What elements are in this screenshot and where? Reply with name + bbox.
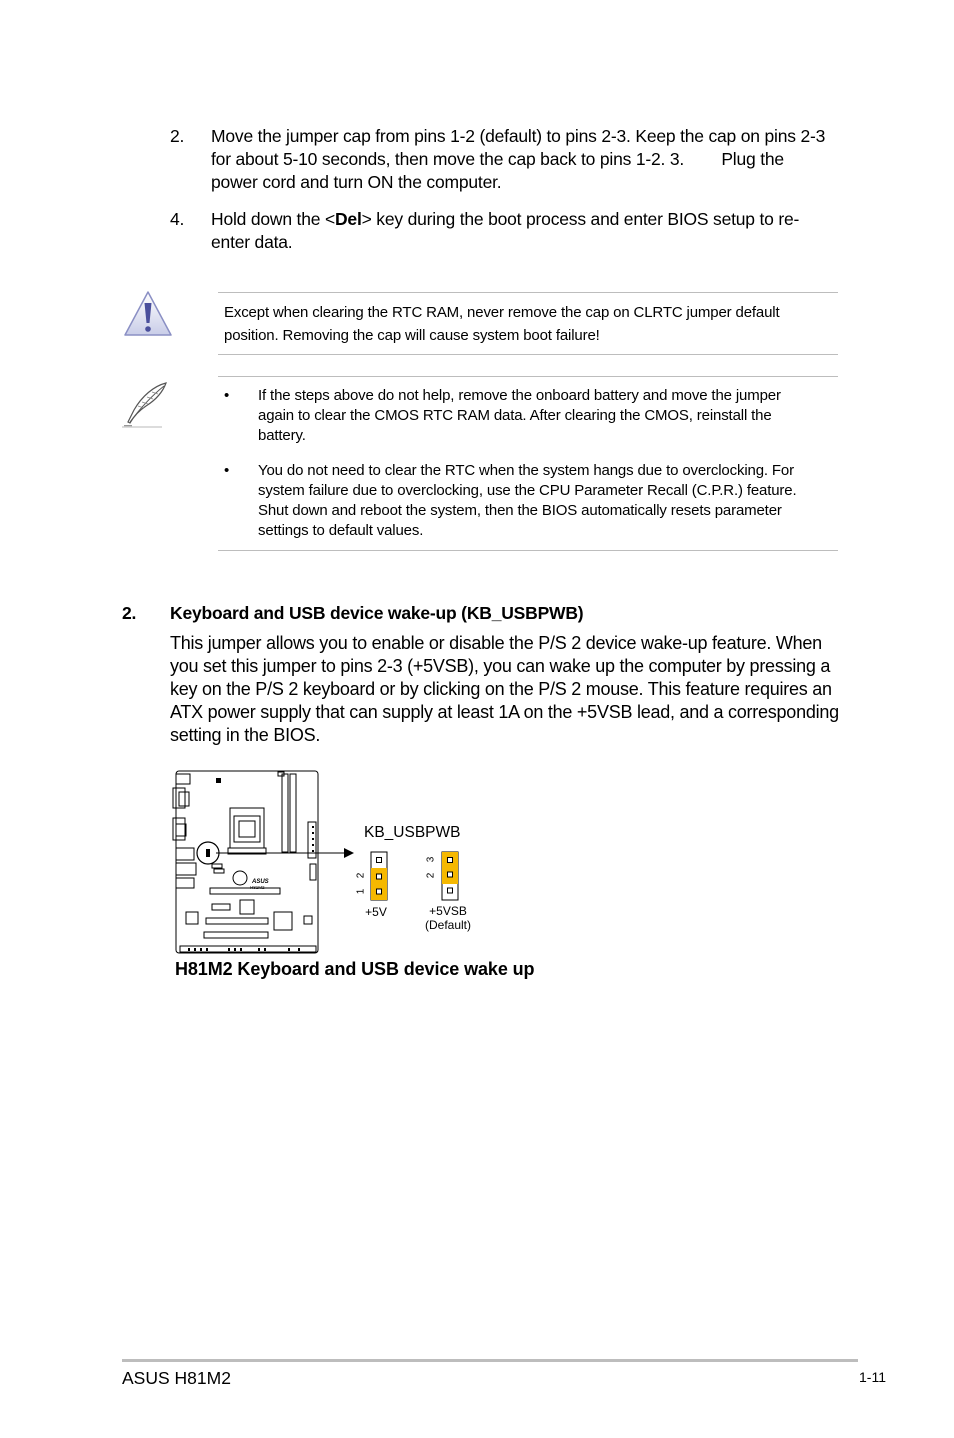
pin-label: 2 [355,872,367,879]
jumper-cap [442,852,458,884]
pin-label: 3 [425,856,437,863]
step-number: 4. [170,209,185,229]
note-bullet-1 [224,386,834,446]
right-jumper-voltage: +5VSB [429,904,467,918]
caution-bottom-rule [218,354,838,355]
bullet-line: settings to default values. [258,522,424,539]
bullet-line: battery. [258,427,306,444]
page-number: 1-11 [859,1369,886,1385]
caution-line: Except when clearing the RTC RAM, never remove the cap on CLRTC jumper default [224,304,780,321]
jumper-name-label: KB_USBPWB [364,824,461,841]
motherboard-layout-diagram [168,766,358,958]
step-text-segment: Hold down the < [211,209,335,229]
step-text-line: Move the jumper cap from pins 1-2 (default) to pins 2-3. Keep the cap on pins 2-3 [211,126,826,146]
step-4 [170,208,850,256]
note-top-rule [218,376,838,377]
bullet-marker: • [224,387,230,404]
pin-label: 1 [355,888,367,895]
jumper-cap [371,868,387,900]
body-line: you set this jumper to pins 2-3 (+5VSB), you can wake up the computer by pressing a [170,656,831,676]
step-text-line: enter data. [211,232,293,252]
body-line: This jumper allows you to enable or disable the P/S 2 device wake-up feature. When [170,633,822,653]
right-jumper-label [418,904,478,932]
section-number: 2. [122,603,137,623]
note-bottom-rule [218,550,838,551]
warning-triangle-icon [122,289,174,339]
step-text-line: for about 5-10 seconds, then move the cap back to pins 1-2. 3. Plug the [211,149,784,169]
jumper-pins-1-2 [366,850,390,902]
pin-label: 2 [425,872,437,879]
body-line: setting in the BIOS. [170,725,321,745]
footer-rule [122,1359,858,1362]
bullet-line: If the steps above do not help, remove the onboard battery and move the jumper [258,387,781,404]
section-title: Keyboard and USB device wake-up (KB_USBPWB) [170,603,584,623]
caution-line: position. Removing the cap will cause system boot failure! [224,327,600,344]
del-key-label: Del [334,209,362,229]
section-body [170,632,850,747]
caution-top-rule [218,292,838,293]
right-jumper-default: (Default) [424,918,471,932]
jumper-pins-2-3 [437,850,461,902]
step-text-segment: > key during the boot process and enter BIOS setup to re- [361,209,800,229]
bullet-line: Shut down and reboot the system, then the BIOS automatically resets parameter [258,502,782,519]
body-line: ATX power supply that can supply at least 1A on the +5VSB lead, and a corresponding [170,702,839,722]
step-text-line: power cord and turn ON the computer. [211,172,502,192]
step-text-line [211,208,851,231]
bullet-line: system failure due to overclocking, use the CPU Parameter Recall (C.P.R.) feature. [258,482,797,499]
step-2 [170,125,850,195]
quill-pen-icon [120,380,172,430]
bullet-marker: • [224,462,230,479]
board-model: H81M2 [250,885,265,890]
step-number: 2. [170,126,185,146]
body-line: key on the P/S 2 keyboard or by clicking on the P/S 2 mouse. This feature requires an [170,679,832,699]
figure-caption: H81M2 Keyboard and USB device wake up [175,959,535,979]
left-jumper-label: +5V [365,905,387,919]
board-logo: ASUS [252,879,269,885]
bullet-line: You do not need to clear the RTC when the system hangs due to overclocking. For [258,462,794,479]
footer-product-name: ASUS H81M2 [122,1368,231,1388]
bullet-line: again to clear the CMOS RTC RAM data. After clearing the CMOS, reinstall the [258,407,772,424]
note-bullet-2 [224,461,834,541]
caution-text [224,301,834,347]
